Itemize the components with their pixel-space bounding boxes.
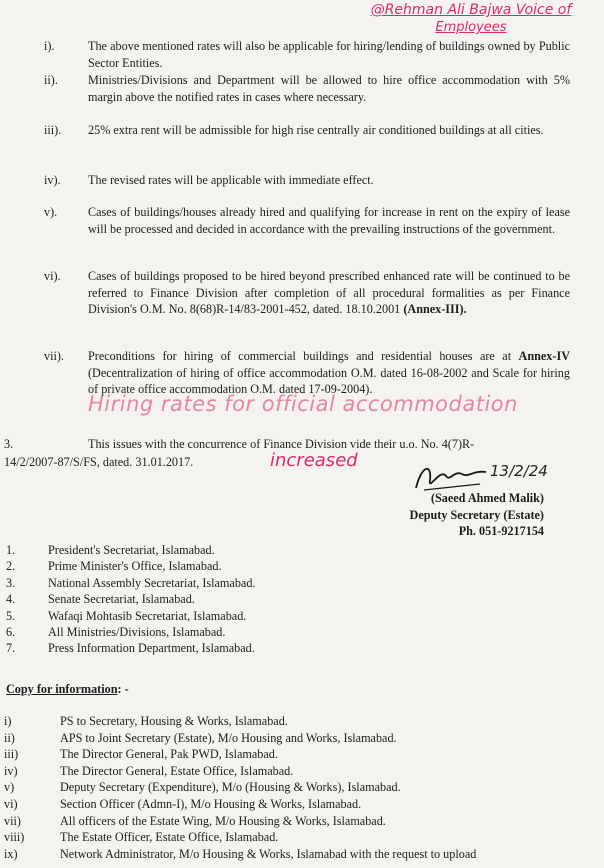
list-item: PS to Secretary, Housing & Works, Islamabad. <box>60 714 288 728</box>
signatory-name: (Saeed Ahmed Malik) <box>430 491 544 505</box>
list-number: v) <box>4 780 15 795</box>
clause-text <box>88 268 570 318</box>
list-item: All officers of the Estate Wing, M/o Housing & Works, Islamabad. <box>60 813 386 828</box>
list-item: National Assembly Secretariat, Islamabad. <box>48 575 256 590</box>
list-item: President's Secretariat, Islamabad. <box>48 543 215 557</box>
paragraph-number: 3. <box>4 437 14 451</box>
list-number: 3. <box>6 575 16 590</box>
paragraph-line-1: This issues with the concurrence of Finance Division vide their u.o. No. 4(7)R- <box>88 437 475 451</box>
list-item: The Estate Officer, Estate Office, Islamabad. <box>60 830 279 845</box>
watermark-line-1: @Rehman Ali Bajwa Voice of <box>370 2 572 18</box>
list-item: Press Information Department, Islamabad. <box>48 641 255 656</box>
watermark-line-2: Employees <box>435 20 507 35</box>
list-item: Deputy Secretary (Expenditure), M/o (Housing & Works), Islamabad. <box>60 780 401 795</box>
list-number: 7. <box>6 641 16 656</box>
copy-heading-text: Copy for information <box>6 682 118 696</box>
list-item: Wafaqi Mohtasib Secretariat, Islamabad. <box>48 608 247 623</box>
clause-number: vi). <box>44 269 61 283</box>
clause-number: vii). <box>44 349 64 363</box>
annex-reference: (Annex-III). <box>403 302 467 317</box>
list-item: Senate Secretariat, Islamabad. <box>48 592 195 607</box>
distribution-list <box>6 542 566 662</box>
list-number: vii) <box>4 813 21 828</box>
list-number: iii) <box>4 747 19 762</box>
list-item: Section Officer (Admn-I), M/o Housing & Works, Islamabad. <box>60 797 362 811</box>
clause-number: i). <box>44 39 55 53</box>
list-item: APS to Joint Secretary (Estate), M/o Housing and Works, Islamabad. <box>60 730 397 745</box>
clause-body: Cases of buildings proposed to be hired beyond prescribed enhanced rate will be continued to be referred to Finance Division after completion of all procedural formalities as per Finance Division's O.M. No. 8(68)R-14/83-2001-452, dated. 18.10.2001 <box>88 269 570 317</box>
signatory-phone: Ph. 051-9217154 <box>458 524 544 539</box>
list-number: 1. <box>6 543 16 557</box>
clause-text <box>88 348 570 398</box>
list-number: 5. <box>6 608 16 623</box>
clause-number: ii). <box>44 73 58 87</box>
clause-number: iv). <box>44 173 61 187</box>
list-number: 2. <box>6 559 16 574</box>
copy-list <box>4 713 600 867</box>
watermark-credit <box>340 2 602 36</box>
watermark-increased: increased <box>270 450 358 471</box>
signature-date: 13/2/24 <box>490 462 548 480</box>
clause-number: iii). <box>44 123 62 137</box>
clause-text: The above mentioned rates will also be applicable for hiring/lending of buildings owned by Public Sector Entities. <box>88 39 570 70</box>
signatory-block <box>410 490 544 540</box>
clause-text: Cases of buildings/houses already hired and qualifying for increase in rent on the expiry of lease will be processed and decided in accordance with the prevailing instructions of the government. <box>88 205 570 236</box>
watermark-caption: Hiring rates for official accommodation <box>88 392 518 416</box>
list-item: Prime Minister's Office, Islamabad. <box>48 559 222 574</box>
paragraph-line-2: 14/2/2007-87/S/FS, dated. 31.01.2017. <box>4 455 194 469</box>
copy-heading <box>6 682 129 697</box>
clause-body-pre: Preconditions for hiring of commercial buildings and residential houses are at <box>88 349 512 363</box>
signatory-title: Deputy Secretary (Estate) <box>409 507 544 522</box>
clause-text: 25% extra rent will be admissible for high rise centrally air conditioned buildings at all cities. <box>88 123 544 137</box>
clause-number: v). <box>44 205 58 219</box>
list-item: All Ministries/Divisions, Islamabad. <box>48 625 226 639</box>
list-number: i) <box>4 714 12 728</box>
clause-text: The revised rates will be applicable with immediate effect. <box>88 173 374 187</box>
clause-text: Ministries/Divisions and Department will be allowed to hire office accommodation with 5% margin above the notified rates in cases where necessary. <box>88 73 570 104</box>
list-number: iv) <box>4 763 18 778</box>
list-item: The Director General, Pak PWD, Islamabad. <box>60 747 278 762</box>
list-item: Network Administrator, M/o Housing & Works, Islamabad with the request to upload <box>60 846 477 861</box>
list-number: 4. <box>6 592 16 607</box>
list-number: ix) <box>4 846 18 861</box>
copy-heading-suffix: : - <box>117 682 129 696</box>
list-item: The Director General, Estate Office, Islamabad. <box>60 763 294 778</box>
annex-reference: Annex-IV <box>518 349 570 363</box>
list-number: 6. <box>6 625 16 639</box>
list-number: ii) <box>4 730 15 745</box>
list-number: vi) <box>4 797 18 811</box>
clause-body-post: (Decentralization of hiring of office accommodation O.M. dated 16-08-2002 and Scale for hiring of private office accommodation O.M. dated 17-09-2004). <box>88 365 570 397</box>
list-number: viii) <box>4 830 25 845</box>
